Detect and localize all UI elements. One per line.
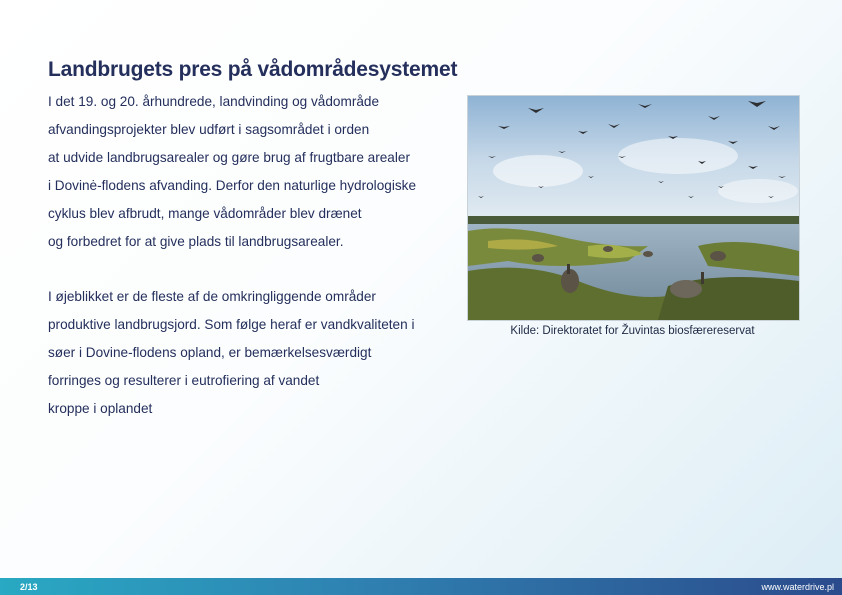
footer-bar: [0, 578, 842, 595]
text-line: kroppe i oplandet: [48, 401, 153, 416]
text-line: søer i Dovine-flodens opland, er bemærkelsesværdigt: [48, 345, 372, 360]
paragraph-agriculture-history: [48, 88, 448, 256]
text-line: I øjeblikket er de fleste af de omkringliggende områder: [48, 289, 376, 304]
text-line: cyklus blev afbrudt, mange vådområder blev drænet: [48, 206, 362, 221]
text-line: at udvide landbrugsarealer og gøre brug af frugtbare arealer: [48, 150, 410, 165]
text-line: afvandingsprojekter blev udført i sagsområdet i orden: [48, 122, 370, 137]
text-line: I det 19. og 20. århundrede, landvinding og vådområde: [48, 94, 380, 109]
text-line: produktive landbrugsjord. Som følge heraf er vandkvaliteten i: [48, 317, 415, 332]
page-title: Landbrugets pres på vådområdesystemet: [48, 58, 458, 82]
page-number: 2/13: [20, 582, 38, 592]
website-link[interactable]: www.waterdrive.pl: [761, 582, 834, 592]
paragraph-current-state: [48, 283, 448, 423]
text-line: i Dovinė-flodens afvanding. Derfor den naturlige hydrologiske: [48, 178, 417, 193]
text-line: forringes og resulterer i eutrofiering af vandet: [48, 373, 320, 388]
photo-caption: Kilde: Direktoratet for Žuvintas biosfærereservat: [510, 325, 755, 337]
text-line: og forbedret for at give plads til landbrugsarealer.: [48, 234, 344, 249]
wetland-geese-photo: [467, 95, 800, 321]
